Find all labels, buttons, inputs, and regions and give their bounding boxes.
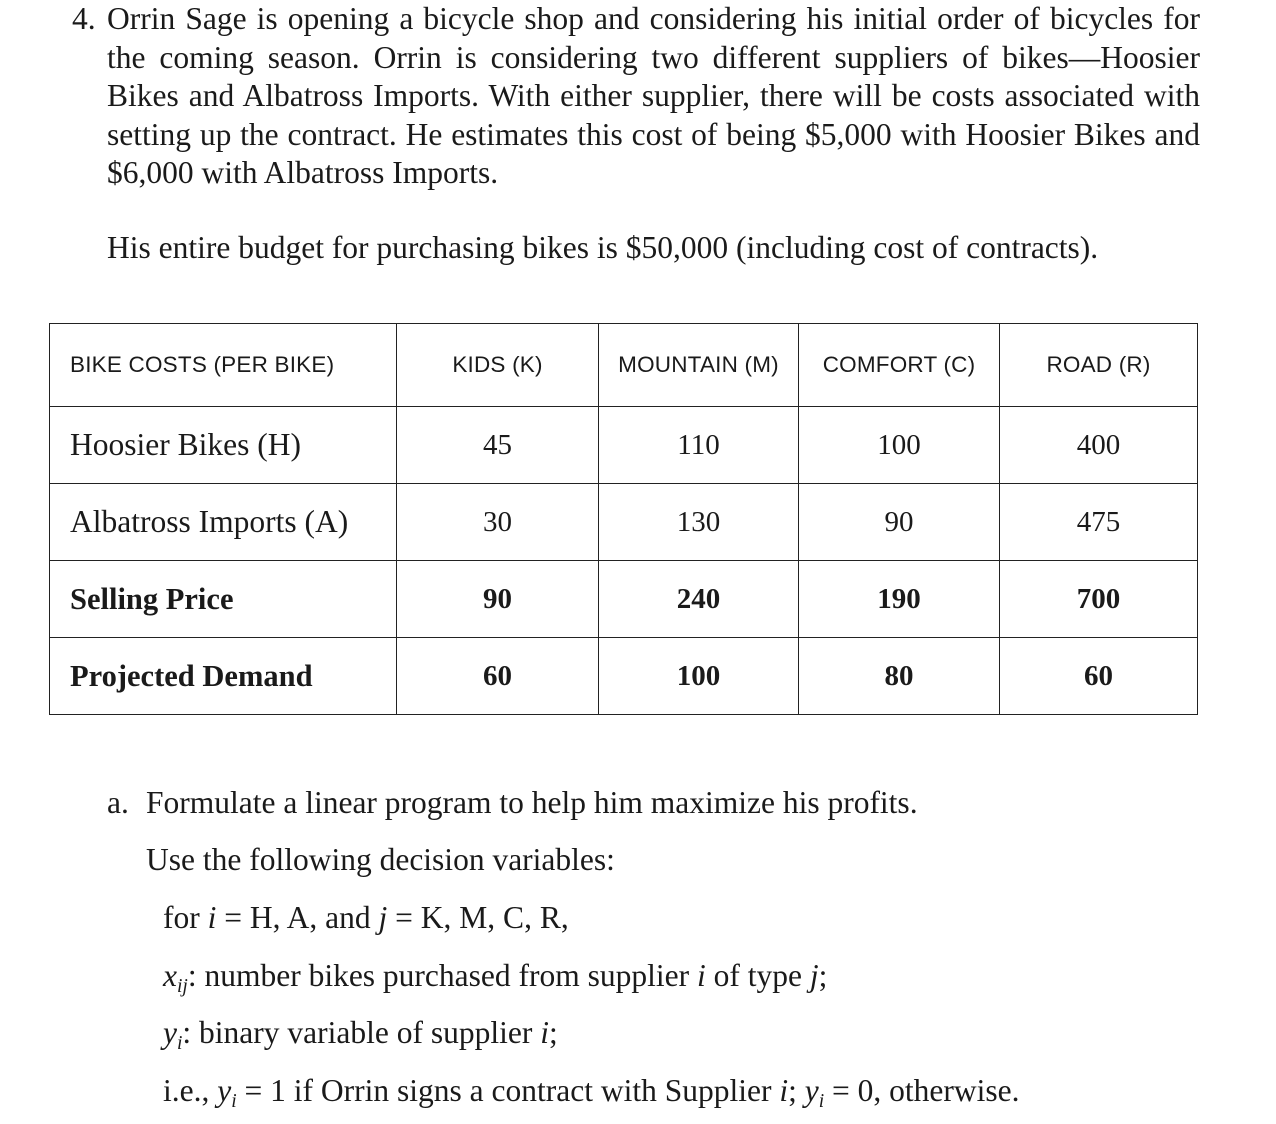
var-y: y — [163, 1015, 177, 1050]
header-kids: KIDS (K) — [397, 324, 599, 407]
table-row-hoosier — [50, 407, 1198, 484]
cell-value: 130 — [599, 484, 799, 561]
sub-i: i — [176, 1032, 183, 1054]
cell-value: 90 — [397, 561, 599, 638]
cell-value: 30 — [397, 484, 599, 561]
text-semi: ; — [788, 1073, 805, 1108]
cell-value: 100 — [799, 407, 1000, 484]
y-variable-definition — [163, 1015, 558, 1055]
text-semicolon: ; — [548, 1015, 558, 1050]
sub-i: i — [231, 1090, 237, 1112]
text-ie: i.e., — [163, 1073, 218, 1108]
decision-variables-intro: Use the following decision variables: — [146, 842, 615, 877]
cell-value: 190 — [799, 561, 1000, 638]
sub-ij: ij — [176, 975, 188, 997]
text-for: for — [163, 900, 208, 935]
row-label: Projected Demand — [50, 638, 397, 715]
cell-value: 80 — [799, 638, 1000, 715]
cell-value: 475 — [1000, 484, 1198, 561]
bike-costs-table — [49, 323, 1198, 715]
header-bike-costs: BIKE COSTS (PER BIKE) — [50, 324, 397, 407]
budget-statement: His entire budget for purchasing bikes is $50,000 (including cost of contracts). — [107, 230, 1099, 265]
text-j-values: = K, M, C, R, — [387, 900, 569, 935]
text-of-type: of type — [705, 958, 810, 993]
binary-definition-line — [163, 1073, 1020, 1113]
cell-value: 400 — [1000, 407, 1198, 484]
var-i: i — [696, 958, 706, 993]
header-mountain: MOUNTAIN (M) — [599, 324, 799, 407]
var-i: i — [779, 1073, 789, 1108]
table-header-row — [50, 324, 1198, 407]
part-a-prompt: Formulate a linear program to help him maximize his profits. — [146, 785, 918, 820]
header-road: ROAD (R) — [1000, 324, 1198, 407]
table-row-selling-price — [50, 561, 1198, 638]
var-i: i — [207, 900, 217, 935]
text-semicolon: ; — [818, 958, 828, 993]
var-x: x — [163, 958, 177, 993]
part-a-marker: a. — [107, 785, 129, 820]
problem-text: Orrin Sage is opening a bicycle shop and considering his initial order of bicycles for the coming season. Orrin is considering two different suppliers of bikes—Hoosier Bikes and Albatross Imports. With either supplier, there will be costs associated with setting up the contract. He estimates this cost of being $5,000 with Hoosier Bikes and $6,000 with Albatross Imports. — [107, 1, 1200, 190]
problem-statement — [72, 0, 1200, 193]
cell-value: 110 — [599, 407, 799, 484]
cell-value: 60 — [1000, 638, 1198, 715]
text-x-desc: : number bikes purchased from supplier — [187, 958, 697, 993]
cell-value: 90 — [799, 484, 1000, 561]
text-signs-contract: = 1 if Orrin signs a contract with Supplier — [236, 1073, 780, 1108]
header-comfort: COMFORT (C) — [799, 324, 1000, 407]
index-definition-line — [163, 900, 569, 936]
problem-number: 4. — [72, 1, 96, 36]
cell-value: 700 — [1000, 561, 1198, 638]
table-row-projected-demand — [50, 638, 1198, 715]
var-j: j — [809, 958, 819, 993]
sub-i: i — [818, 1090, 825, 1112]
x-variable-definition — [163, 958, 827, 998]
text-i-values: = H, A, and — [216, 900, 379, 935]
text-y-desc: : binary variable of supplier — [182, 1015, 541, 1050]
text-otherwise: = 0, otherwise. — [824, 1073, 1020, 1108]
var-j: j — [378, 900, 388, 935]
var-y: y — [217, 1073, 232, 1108]
row-label: Selling Price — [50, 561, 397, 638]
row-label: Albatross Imports (A) — [50, 484, 397, 561]
cell-value: 240 — [599, 561, 799, 638]
table-row-albatross — [50, 484, 1198, 561]
cell-value: 60 — [397, 638, 599, 715]
cell-value: 45 — [397, 407, 599, 484]
var-y: y — [804, 1073, 819, 1108]
cell-value: 100 — [599, 638, 799, 715]
var-i: i — [540, 1015, 549, 1050]
row-label: Hoosier Bikes (H) — [50, 407, 397, 484]
